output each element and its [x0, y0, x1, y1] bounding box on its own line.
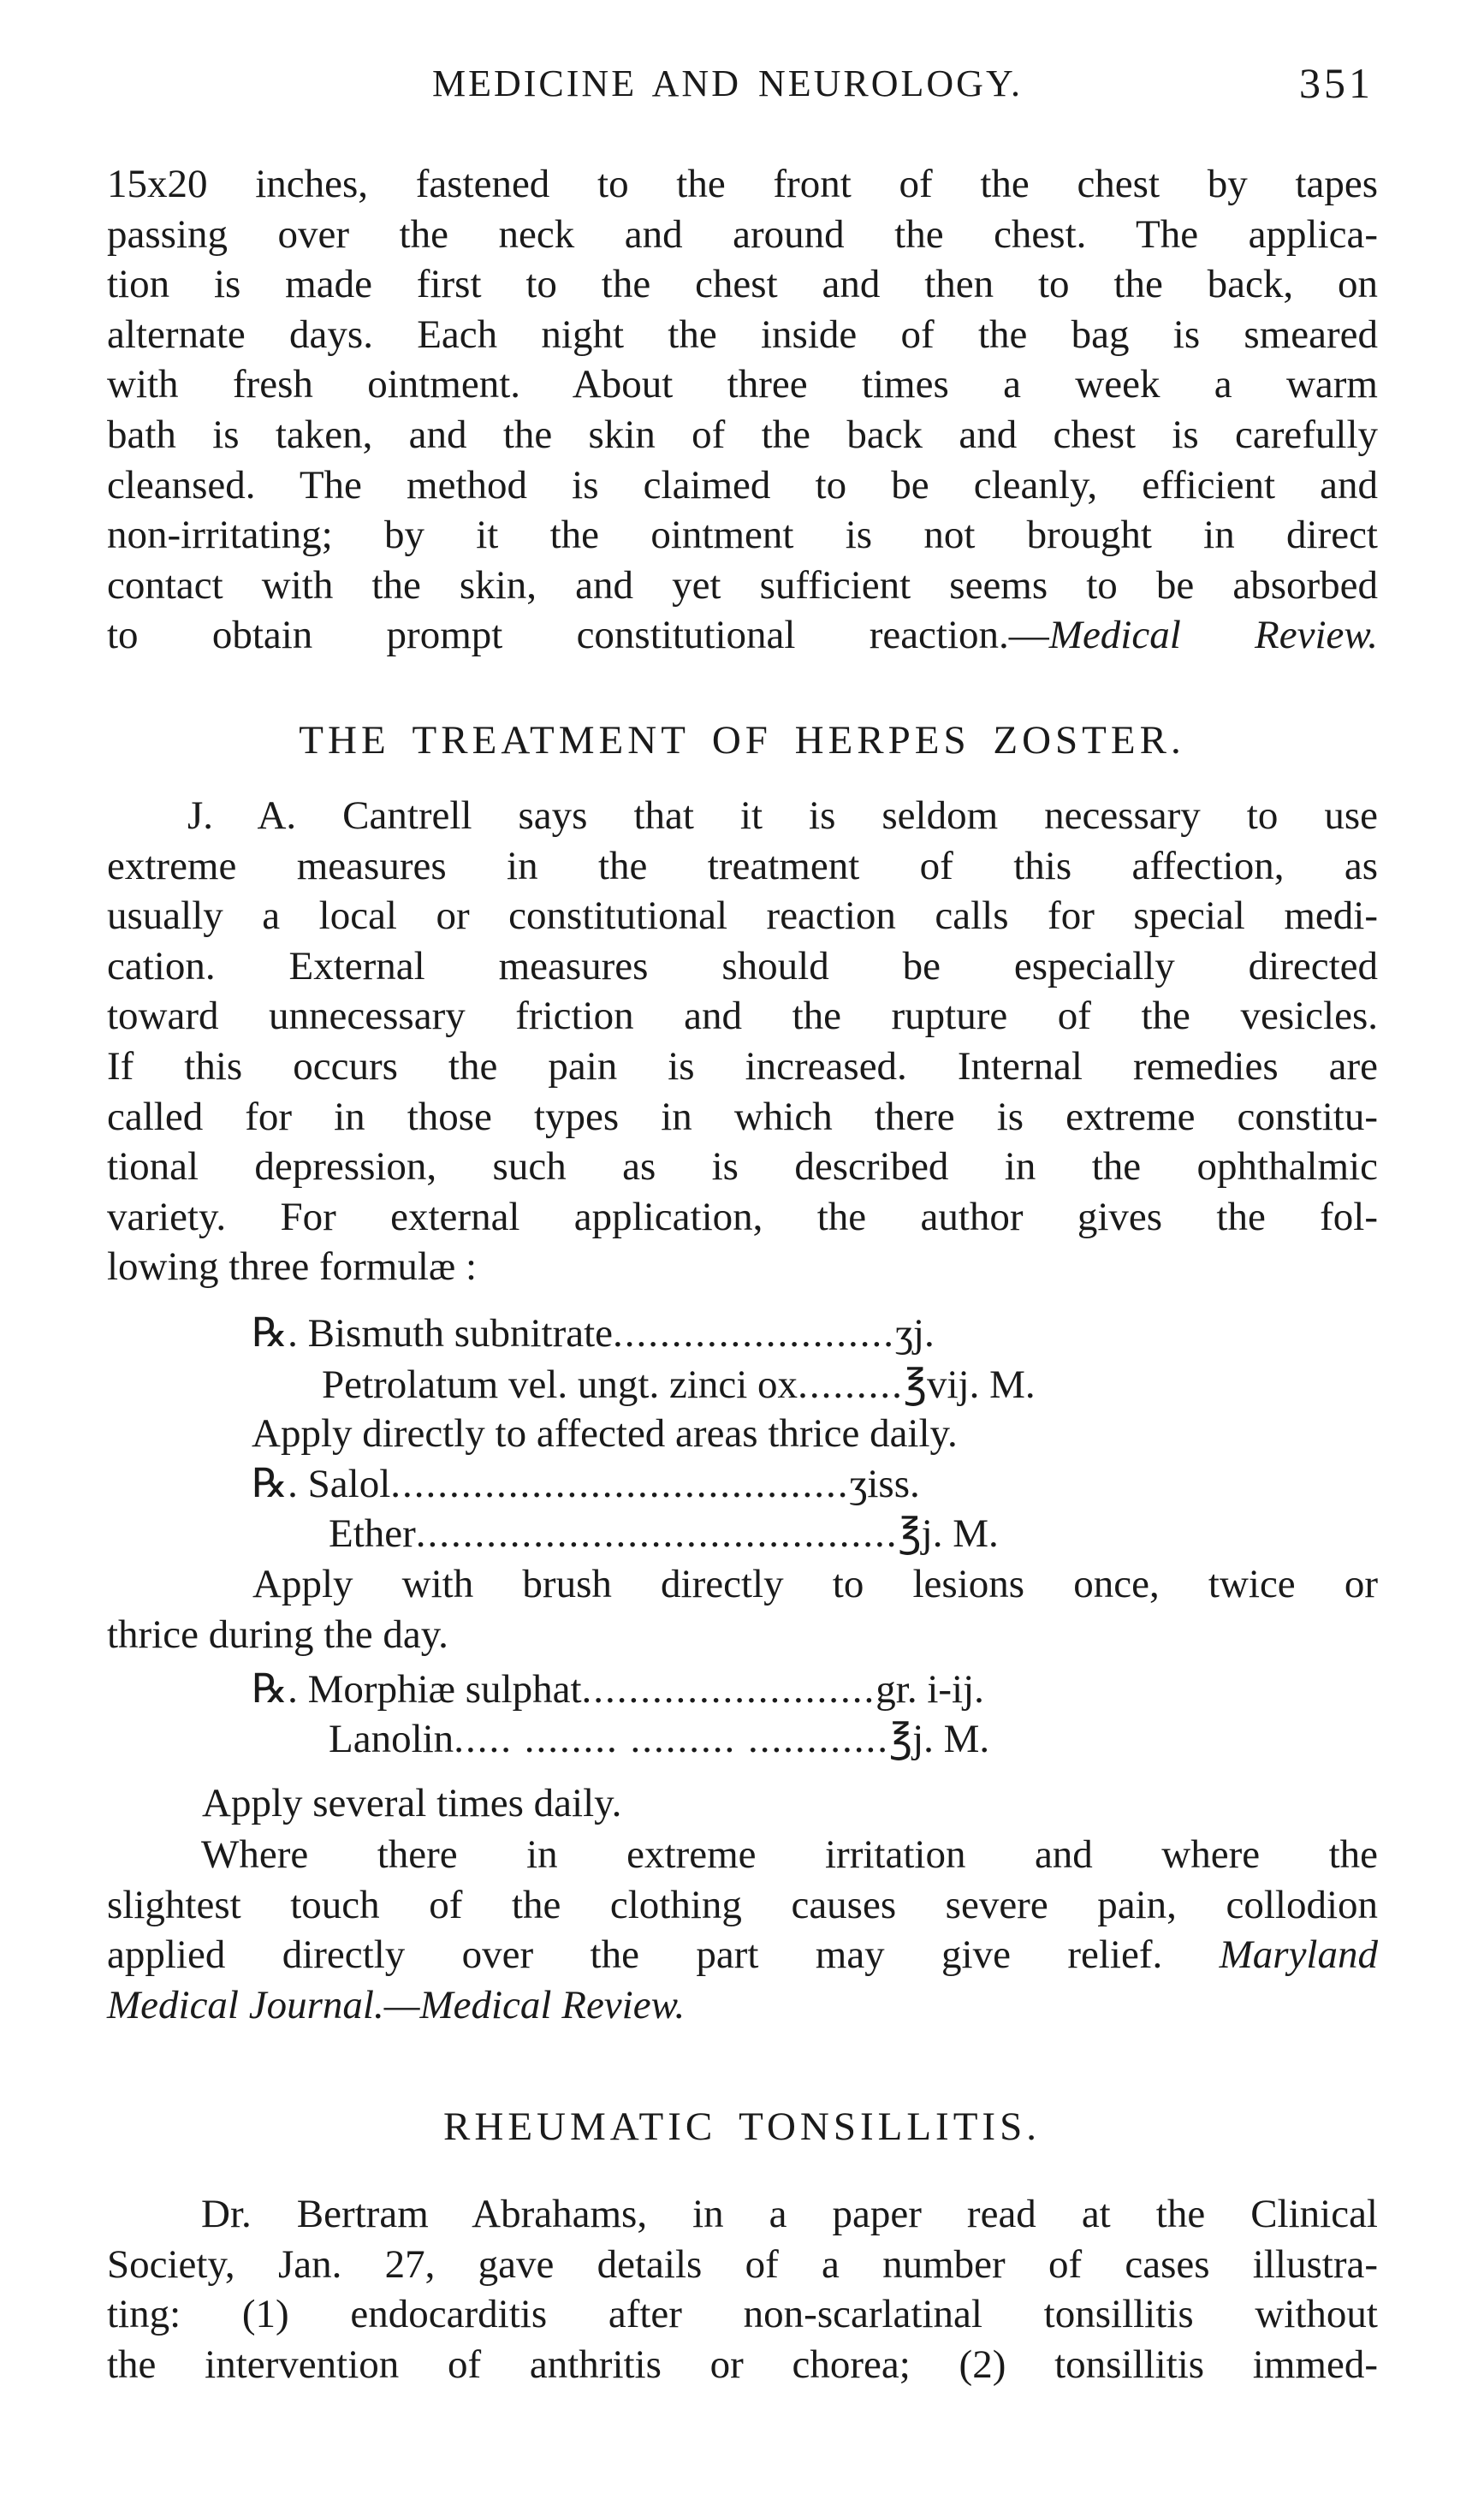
citation: Medical Journal.—Medical Review.: [107, 1982, 686, 2027]
prescription-line: [322, 1361, 1036, 1408]
text-line: cleansed. The method is claimed to be cleanly, efficient and: [107, 462, 1378, 508]
text-line: slightest touch of the clothing causes severe pain, collodion: [107, 1882, 1378, 1927]
dot-leader: .........................................: [415, 1511, 899, 1556]
rx-dose: ℥j. M.: [888, 1717, 990, 1761]
text-line: alternate days. Each night the inside of the bag is smeared: [107, 312, 1378, 357]
prescription-instruction: Apply directly to affected areas thrice daily.: [252, 1411, 958, 1456]
dot-leader: .........................: [581, 1667, 876, 1712]
text-line: called for in those types in which there is extreme constitu-: [107, 1094, 1378, 1139]
text-line: Society, Jan. 27, gave details of a number of cases illustra-: [107, 2241, 1378, 2287]
herpes-paragraph: [107, 791, 1378, 1292]
text-line: contact with the skin, and yet sufficient seems to be absorbed: [107, 562, 1378, 608]
text-line: cation. External measures should be especially directed: [107, 943, 1378, 988]
text-fragment: J. A. Cantrell says that it is seldom necessary to use: [187, 793, 1378, 838]
rx-ingredient: Ether: [329, 1511, 416, 1556]
intro-paragraph: [107, 159, 1378, 661]
text-line: [107, 1930, 1378, 1980]
text-line: tion is made first to the chest and then to the back, on: [107, 262, 1378, 307]
page-number: 351: [1299, 59, 1374, 107]
rx-dose: ℥j. M.: [898, 1511, 999, 1556]
dot-leader: ........................: [613, 1311, 896, 1356]
text-line: non-irritating; by it the ointment is not brought in direct: [107, 513, 1378, 558]
citation: Maryland: [1219, 1932, 1378, 1978]
instruction-paragraph: [107, 1559, 1378, 1659]
section-heading-rheumatic-tonsillitis: RHEUMATIC TONSILLITIS.: [443, 2104, 1041, 2149]
rx-dose: ℥vij. M.: [903, 1362, 1036, 1407]
text-fragment: applied directly over the part may give relief.: [107, 1932, 1163, 1978]
text-fragment: to obtain prompt constitutional reaction.—: [107, 613, 1049, 658]
text-line: ting: (1) endocarditis after non-scarlatinal tonsillitis without: [107, 2292, 1378, 2337]
rx-ingredient: Petrolatum vel. ungt. zinci ox: [322, 1362, 798, 1407]
text-line: 15x20 inches, fastened to the front of the chest by tapes: [107, 162, 1378, 206]
text-line: the intervention of anthritis or chorea; (2) tonsillitis immed-: [107, 2342, 1378, 2387]
rx-dose: gr. i-ij.: [876, 1667, 984, 1712]
prescription-instruction: Apply several times daily.: [202, 1781, 622, 1825]
text-line: bath is taken, and the skin of the back and chest is carefully: [107, 412, 1378, 457]
text-line: tional depression, such as is described in the ophthalmic: [107, 1144, 1378, 1190]
text-line: extreme measures in the treatment of this affection, as: [107, 843, 1378, 888]
text-line: Where there in extreme irritation and where the: [201, 1832, 1378, 1877]
section-heading-herpes-zoster: THE TREATMENT OF HERPES ZOSTER.: [299, 718, 1185, 763]
tonsillitis-paragraph: [107, 2189, 1378, 2389]
citation: Medical Review.: [1048, 613, 1379, 658]
prescription-line: [252, 1665, 984, 1712]
rx-ingredient: Lanolin: [329, 1717, 454, 1761]
text-line: variety. For external application, the author gives the fol-: [107, 1194, 1378, 1239]
text-line: toward unnecessary friction and the rupture of the vesicles.: [107, 994, 1378, 1039]
text-line: thrice during the day.: [107, 1612, 448, 1657]
text-line: If this occurs the pain is increased. Internal remedies are: [107, 1043, 1378, 1089]
dot-leader: .......................................: [390, 1462, 850, 1506]
prescription-line: [329, 1715, 989, 1762]
running-head: [0, 59, 1484, 122]
rx-dose: ʒiss.: [849, 1462, 920, 1506]
text-line: passing over the neck and around the chest. The applica-: [107, 211, 1378, 257]
closing-paragraph: [107, 1830, 1378, 2030]
text-line: [107, 610, 1378, 661]
text-line: Dr. Bertram Abrahams, in a paper read at the Clinical: [201, 2192, 1378, 2236]
text-line: with fresh ointment. About three times a week a warm: [107, 362, 1378, 407]
text-line: [107, 791, 1378, 841]
rx-ingredient: ℞. Salol: [252, 1462, 391, 1506]
text-line: lowing three formulæ :: [107, 1244, 478, 1290]
prescription-line: [329, 1510, 999, 1557]
dot-leader: ..... ........ ......... ............: [454, 1717, 889, 1761]
rx-dose: ʒj.: [895, 1311, 935, 1356]
dot-leader: .........: [798, 1362, 904, 1407]
prescription-line: [252, 1460, 920, 1507]
text-line: usually a local or constitutional reaction calls for special medi-: [107, 893, 1378, 939]
text-line: Apply with brush directly to lesions once, twice or: [252, 1562, 1378, 1606]
running-head-title: MEDICINE AND NEUROLOGY.: [432, 62, 1024, 104]
prescription-line: [252, 1309, 935, 1356]
rx-ingredient: ℞. Bismuth subnitrate: [252, 1311, 614, 1356]
rx-ingredient: ℞. Morphiæ sulphat: [252, 1667, 582, 1712]
